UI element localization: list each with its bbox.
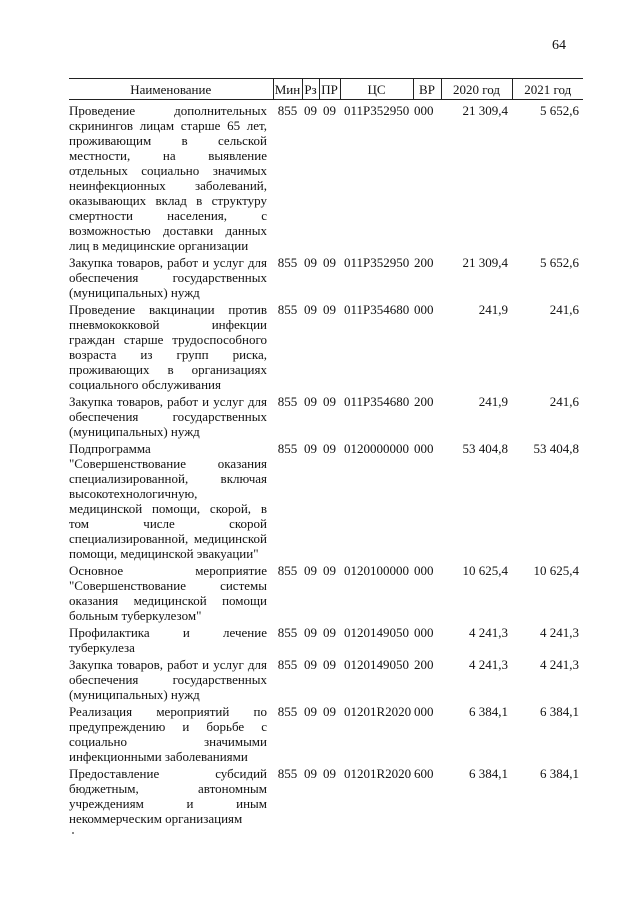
row-pr: 09 [323, 255, 336, 270]
row-rz: 09 [304, 704, 317, 719]
table-row [69, 702, 583, 764]
row-cs: 01201R2020 [344, 704, 412, 719]
row-pr: 09 [323, 657, 336, 672]
row-min: 855 [277, 441, 298, 456]
row-2020: 6 384,1 [469, 704, 508, 719]
row-pr: 09 [323, 103, 336, 118]
row-2020: 241,9 [478, 394, 508, 409]
header-vr: ВР [413, 79, 441, 100]
row-rz: 09 [304, 302, 317, 317]
header-row [69, 79, 583, 100]
row-pr: 09 [323, 766, 336, 781]
row-min: 855 [277, 302, 298, 317]
row-vr: 600 [414, 766, 434, 781]
row-cs: 01201R2020 [344, 766, 412, 781]
row-name: Реализация мероприятий по предупреждению и борьбе с социально значимыми инфекционными заболеваниями [69, 704, 267, 764]
row-rz: 09 [304, 657, 317, 672]
header-2020: 2020 год [441, 79, 512, 100]
row-vr: 000 [414, 625, 434, 640]
header-pr: ПР [319, 79, 340, 100]
row-2021: 5 652,6 [540, 255, 579, 270]
row-rz: 09 [304, 563, 317, 578]
row-vr: 000 [414, 704, 434, 719]
table-row [69, 392, 583, 439]
row-2020: 21 309,4 [462, 103, 508, 118]
table-row [69, 300, 583, 392]
row-cs: 0120100000 [344, 563, 409, 578]
row-pr: 09 [323, 394, 336, 409]
row-2021: 241,6 [549, 302, 579, 317]
row-pr: 09 [323, 704, 336, 719]
row-vr: 200 [414, 394, 434, 409]
budget-table [69, 78, 583, 826]
header-name: Наименование [69, 79, 273, 100]
row-rz: 09 [304, 441, 317, 456]
row-rz: 09 [304, 255, 317, 270]
row-min: 855 [277, 255, 298, 270]
header-cs: ЦС [340, 79, 413, 100]
row-name: Проведение вакцинации против пневмококковой инфекции граждан старше трудоспособного возраста из групп риска, проживающих в организациях социального обслуживания [69, 302, 267, 392]
row-cs: 011P352950 [344, 255, 410, 270]
row-min: 855 [277, 766, 298, 781]
row-name: Закупка товаров, работ и услуг для обеспечения государственных (муниципальных) нужд [69, 255, 267, 300]
row-min: 855 [277, 657, 298, 672]
row-cs: 0120000000 [344, 441, 409, 456]
row-name: Проведение дополнительных скринингов лицам старше 65 лет, проживающим в сельской местности, на выявление отдельных социально значимых неинфекционных заболеваний, оказывающих вклад в структуру смертности населения, с возможностью доставки данных лиц в медицинские организации [69, 103, 267, 253]
row-2020: 4 241,3 [469, 625, 508, 640]
row-min: 855 [277, 704, 298, 719]
header-min: Мин [273, 79, 302, 100]
row-pr: 09 [323, 302, 336, 317]
row-min: 855 [277, 563, 298, 578]
table-row [69, 561, 583, 623]
row-name: Предоставление субсидий бюджетным, автономным учреждениям и иным некоммерческим организациям [69, 766, 267, 826]
table-row [69, 655, 583, 702]
row-rz: 09 [304, 103, 317, 118]
row-pr: 09 [323, 441, 336, 456]
row-pr: 09 [323, 563, 336, 578]
row-cs: 011P354680 [344, 394, 410, 409]
row-vr: 200 [414, 657, 434, 672]
row-2020: 53 404,8 [462, 441, 508, 456]
row-2021: 6 384,1 [540, 766, 579, 781]
row-cs: 011P354680 [344, 302, 410, 317]
row-vr: 000 [414, 441, 434, 456]
row-cs: 0120149050 [344, 625, 409, 640]
row-name: Основное мероприятие "Совершенствование системы оказания медицинской помощи больным туберкулезом" [69, 563, 267, 623]
row-rz: 09 [304, 625, 317, 640]
header-2021: 2021 год [512, 79, 583, 100]
row-2021: 53 404,8 [533, 441, 579, 456]
row-rz: 09 [304, 766, 317, 781]
page-number: 64 [552, 38, 566, 53]
row-2021: 4 241,3 [540, 657, 579, 672]
row-name: Подпрограмма "Совершенствование оказания специализированной, включая высокотехнологичную, медицинской помощи, скорой, в том числе скорой специализированной, медицинской помощи, медицинской эвакуации" [69, 441, 267, 561]
row-min: 855 [277, 103, 298, 118]
row-2020: 21 309,4 [462, 255, 508, 270]
row-cs: 0120149050 [344, 657, 409, 672]
table-row [69, 100, 583, 254]
scan-speck [72, 832, 74, 834]
table-row [69, 253, 583, 300]
row-2020: 10 625,4 [462, 563, 508, 578]
row-2020: 241,9 [478, 302, 508, 317]
row-2020: 4 241,3 [469, 657, 508, 672]
row-2021: 6 384,1 [540, 704, 579, 719]
row-name: Закупка товаров, работ и услуг для обеспечения государственных (муниципальных) нужд [69, 394, 267, 439]
row-min: 855 [277, 394, 298, 409]
row-vr: 200 [414, 255, 434, 270]
row-name: Закупка товаров, работ и услуг для обеспечения государственных (муниципальных) нужд [69, 657, 267, 702]
table-row [69, 439, 583, 561]
row-2021: 10 625,4 [533, 563, 579, 578]
row-min: 855 [277, 625, 298, 640]
row-vr: 000 [414, 563, 434, 578]
row-2020: 6 384,1 [469, 766, 508, 781]
row-vr: 000 [414, 302, 434, 317]
row-pr: 09 [323, 625, 336, 640]
row-2021: 4 241,3 [540, 625, 579, 640]
header-rz: Рз [302, 79, 319, 100]
table-row [69, 764, 583, 826]
row-cs: 011P352950 [344, 103, 410, 118]
row-name: Профилактика и лечение туберкулеза [69, 625, 267, 655]
table-row [69, 623, 583, 655]
row-rz: 09 [304, 394, 317, 409]
row-2021: 5 652,6 [540, 103, 579, 118]
row-vr: 000 [414, 103, 434, 118]
row-2021: 241,6 [549, 394, 579, 409]
